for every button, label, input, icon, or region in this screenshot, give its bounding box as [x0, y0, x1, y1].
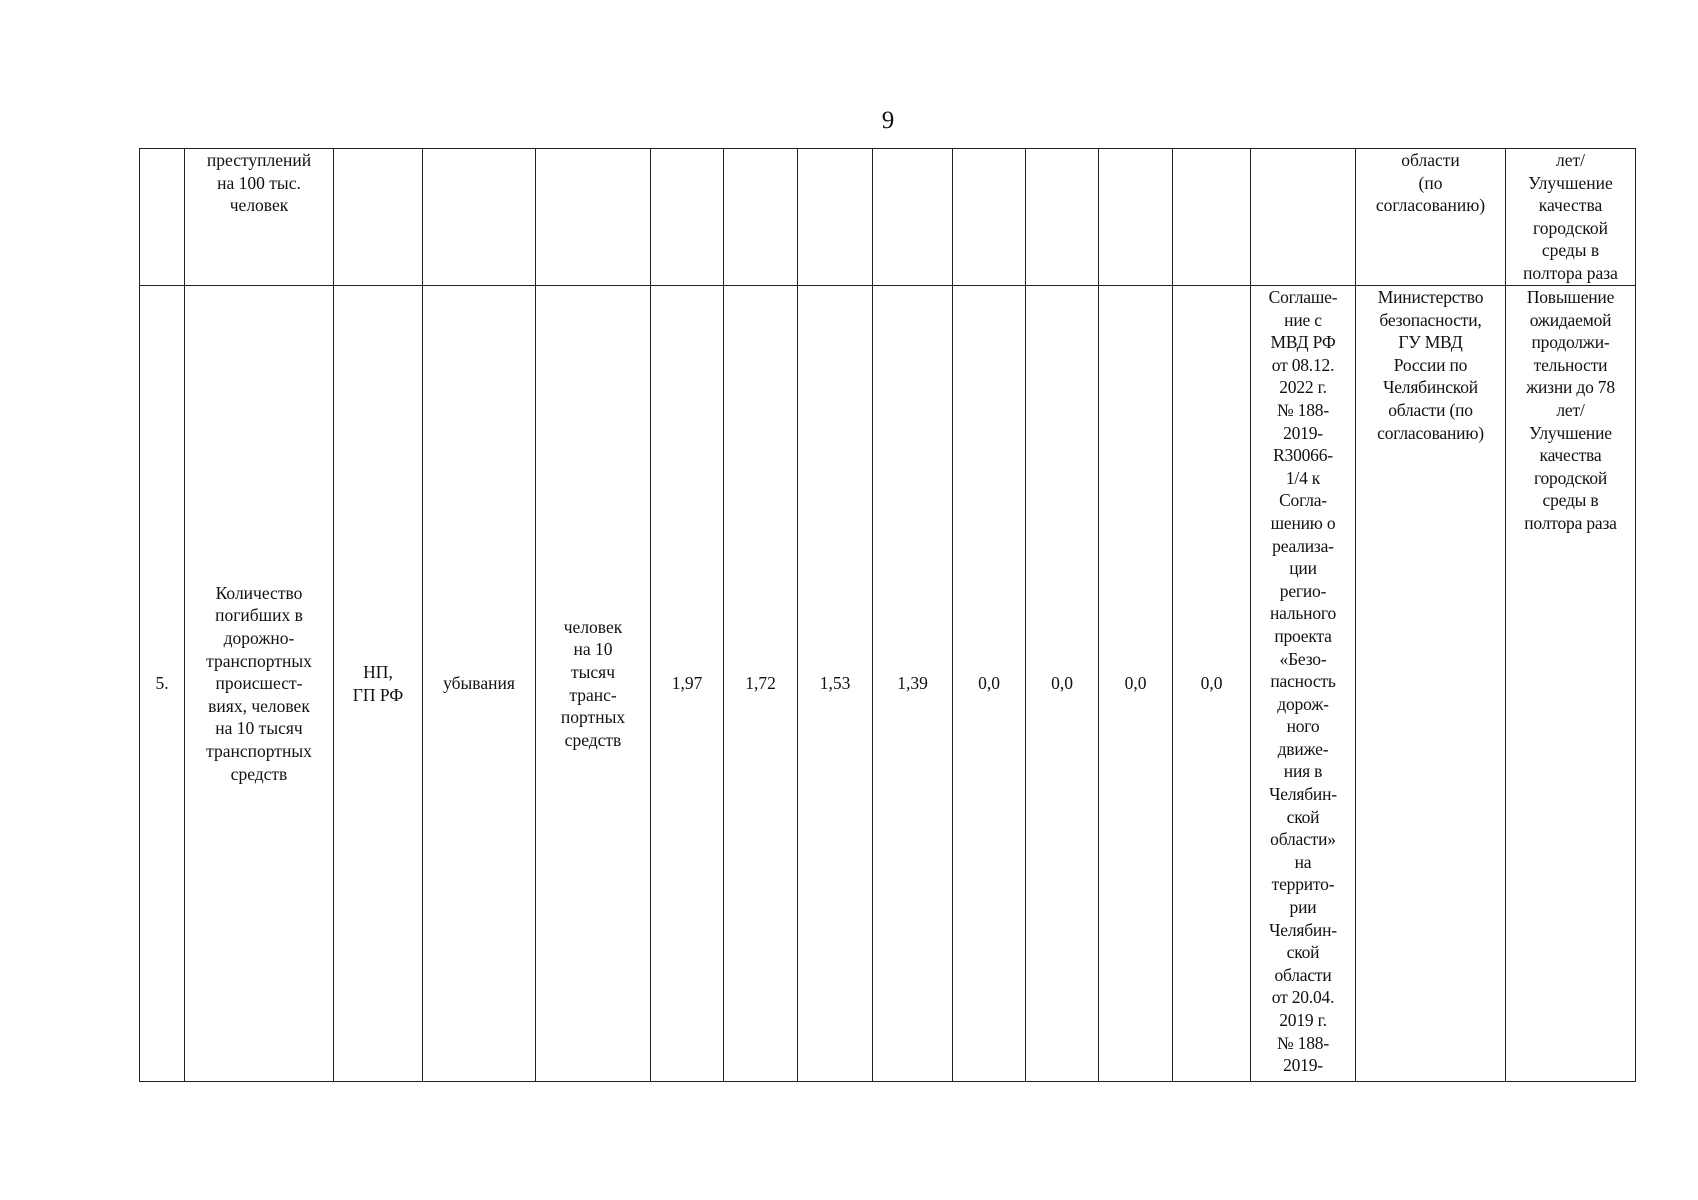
cell-unit: человек на 10 тысяч транс- портных средств: [536, 286, 651, 1082]
cell-number: [140, 149, 185, 286]
cell-value-7: 0,0: [1099, 286, 1173, 1082]
cell-value: [1099, 149, 1173, 286]
cell-document: [1251, 149, 1356, 286]
cell-value-6: 0,0: [1026, 286, 1099, 1082]
cell-value-2: 1,72: [724, 286, 798, 1082]
cell-number: 5.: [140, 286, 185, 1082]
cell-direction: [423, 149, 536, 286]
cell-executor: Министерство безопасности, ГУ МВД России по Челябинской области (по согласованию): [1356, 286, 1506, 1082]
cell-level: [334, 149, 423, 286]
cell-value: [873, 149, 953, 286]
cell-value: [1173, 149, 1251, 286]
cell-value-3: 1,53: [798, 286, 873, 1082]
cell-value: [1026, 149, 1099, 286]
cell-level: НП, ГП РФ: [334, 286, 423, 1082]
cell-unit: [536, 149, 651, 286]
cell-indicator: преступлений на 100 тыс. человек: [185, 149, 334, 286]
table-row-5: [140, 286, 1636, 1082]
cell-value: [798, 149, 873, 286]
indicators-table: [139, 148, 1636, 1082]
page-number: 9: [881, 107, 895, 134]
cell-direction: убывания: [423, 286, 536, 1082]
table-row-continuation: [140, 149, 1636, 286]
cell-value-5: 0,0: [953, 286, 1026, 1082]
cell-value-8: 0,0: [1173, 286, 1251, 1082]
cell-executor: области (по согласованию): [1356, 149, 1506, 286]
cell-goal: лет/ Улучшение качества городской среды в полтора раза: [1506, 149, 1636, 286]
cell-indicator: Количество погибших в дорожно- транспортных происшест- виях, человек на 10 тысяч транспортных средств: [185, 286, 334, 1082]
cell-value: [953, 149, 1026, 286]
cell-goal: Повышение ожидаемой продолжи- тельности жизни до 78 лет/ Улучшение качества городской среды в полтора раза: [1506, 286, 1636, 1082]
cell-value: [724, 149, 798, 286]
cell-value-1: 1,97: [651, 286, 724, 1082]
cell-value-4: 1,39: [873, 286, 953, 1082]
cell-document: Соглаше- ние с МВД РФ от 08.12. 2022 г. № 188- 2019- R30066- 1/4 к Согла- шению о реализа- ции регио- нального проекта «Безо- пасность дорож- ного движе- ния в Челябин- ской области» на террито- рии Челябин- ской области от 20.04. 2019 г. № 188- 2019-: [1251, 286, 1356, 1082]
cell-value: [651, 149, 724, 286]
